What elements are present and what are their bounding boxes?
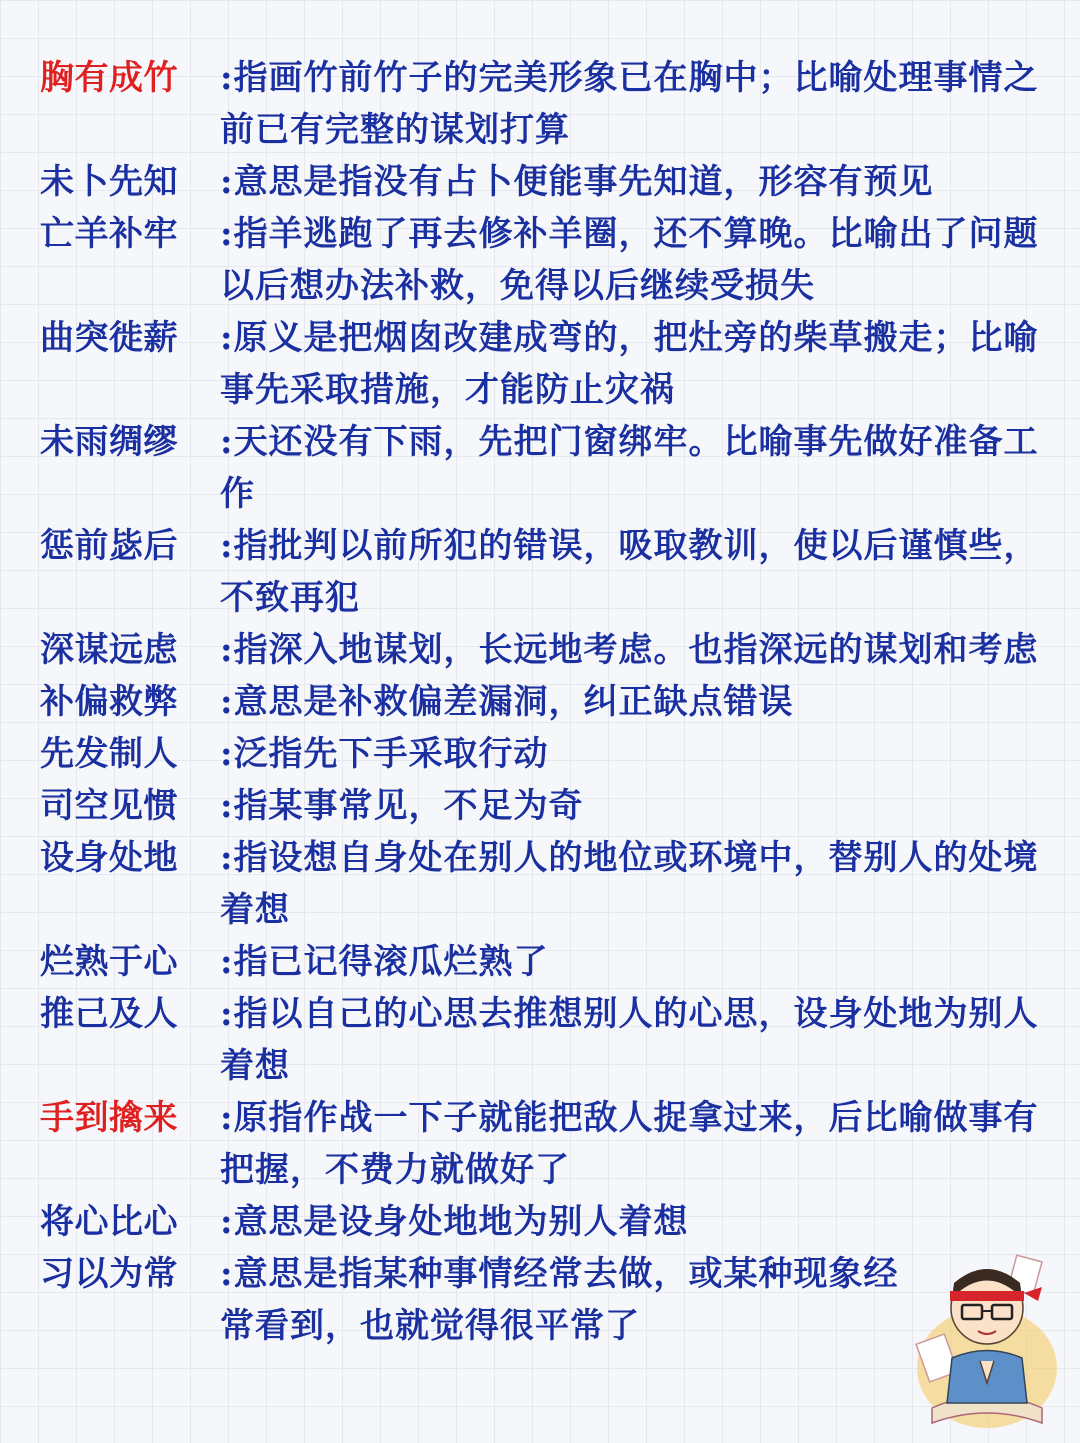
- idiom-definition: [220, 208, 1050, 312]
- separator: :: [220, 994, 234, 1034]
- idiom-definition: [220, 156, 1050, 208]
- idiom-definition: [220, 728, 1050, 780]
- idiom-term: 惩前毖后: [40, 526, 178, 566]
- idiom-definition: [220, 312, 1050, 416]
- idiom-term: 亡羊补牢: [40, 214, 178, 254]
- definition-text: 意思是指某种事情经常去做，或某种现象经常看到，也就觉得很平常了: [220, 1254, 899, 1346]
- idiom-entry: [40, 1248, 1050, 1352]
- idiom-entry: [40, 624, 1050, 676]
- separator: :: [220, 318, 234, 358]
- idiom-term: 烂熟于心: [40, 942, 178, 982]
- idiom-definition: [220, 936, 1050, 988]
- idiom-definition: [220, 52, 1050, 156]
- idiom-term: 未雨绸缪: [40, 422, 178, 462]
- definition-text: 原指作战一下子就能把敌人捉拿过来，后比喻做事有把握，不费力就做好了: [220, 1098, 1039, 1190]
- idiom-list: [40, 52, 1050, 1352]
- student-mascot-icon: [912, 1243, 1062, 1433]
- idiom-entry: [40, 520, 1050, 624]
- separator: :: [220, 422, 234, 462]
- definition-text: 指批判以前所犯的错误，吸取教训，使以后谨慎些，不致再犯: [220, 526, 1039, 618]
- idiom-definition: [220, 624, 1050, 676]
- idiom-definition: [220, 832, 1050, 936]
- separator: :: [220, 214, 234, 254]
- separator: :: [220, 942, 234, 982]
- idiom-entry: [40, 208, 1050, 312]
- definition-text: 指某事常见，不足为奇: [233, 786, 584, 826]
- separator: :: [220, 1098, 234, 1138]
- idiom-term: 补偏救弊: [40, 682, 178, 722]
- idiom-entry: [40, 416, 1050, 520]
- separator: :: [220, 162, 234, 202]
- separator: :: [220, 1254, 234, 1294]
- separator: :: [220, 630, 234, 670]
- definition-text: 指已记得滚瓜烂熟了: [233, 942, 549, 982]
- idiom-term: 司空见惯: [40, 786, 178, 826]
- idiom-definition: [220, 1092, 1050, 1196]
- definition-text: 指画竹前竹子的完美形象已在胸中；比喻处理事情之前已有完整的谋划打算: [220, 58, 1039, 150]
- definition-text: 指设想自身处在别人的地位或环境中，替别人的处境着想: [220, 838, 1039, 930]
- separator: :: [220, 1202, 234, 1242]
- idiom-term: 未卜先知: [40, 162, 178, 202]
- idiom-term: 深谋远虑: [40, 630, 178, 670]
- definition-text: 指羊逃跑了再去修补羊圈，还不算晚。比喻出了问题以后想办法补救，免得以后继续受损失: [220, 214, 1039, 306]
- idiom-term: 胸有成竹: [40, 58, 178, 98]
- idiom-definition: [220, 780, 1050, 832]
- idiom-term: 设身处地: [40, 838, 178, 878]
- idiom-entry: [40, 780, 1050, 832]
- idiom-entry: [40, 676, 1050, 728]
- idiom-entry: [40, 728, 1050, 780]
- idiom-entry: [40, 1092, 1050, 1196]
- separator: :: [220, 838, 234, 878]
- idiom-definition: [220, 676, 1050, 728]
- definition-text: 意思是指没有占卜便能事先知道，形容有预见: [233, 162, 934, 202]
- idiom-entry: [40, 156, 1050, 208]
- separator: :: [220, 734, 234, 774]
- separator: :: [220, 682, 234, 722]
- definition-text: 指深入地谋划，长远地考虑。也指深远的谋划和考虑: [233, 630, 1039, 670]
- definition-text: 指以自己的心思去推想别人的心思，设身处地为别人着想: [220, 994, 1039, 1086]
- idiom-entry: [40, 936, 1050, 988]
- idiom-definition: [220, 1196, 1050, 1248]
- idiom-entry: [40, 312, 1050, 416]
- idiom-definition: [220, 416, 1050, 520]
- idiom-term: 曲突徙薪: [40, 318, 178, 358]
- idiom-term: 推己及人: [40, 994, 178, 1034]
- idiom-term: 将心比心: [40, 1202, 178, 1242]
- definition-text: 原义是把烟囱改建成弯的，把灶旁的柴草搬走；比喻事先采取措施，才能防止灾祸: [220, 318, 1039, 410]
- idiom-entry: [40, 988, 1050, 1092]
- idiom-definition: [220, 520, 1050, 624]
- idiom-entry: [40, 832, 1050, 936]
- definition-text: 意思是补救偏差漏洞，纠正缺点错误: [233, 682, 794, 722]
- separator: :: [220, 58, 234, 98]
- definition-text: 天还没有下雨，先把门窗绑牢。比喻事先做好准备工作: [220, 422, 1039, 514]
- idiom-entry: [40, 52, 1050, 156]
- separator: :: [220, 526, 234, 566]
- idiom-term: 手到擒来: [40, 1098, 178, 1138]
- definition-text: 泛指先下手采取行动: [233, 734, 549, 774]
- idiom-term: 习以为常: [40, 1254, 178, 1294]
- idiom-entry: [40, 1196, 1050, 1248]
- idiom-term: 先发制人: [40, 734, 178, 774]
- definition-text: 意思是设身处地地为别人着想: [233, 1202, 689, 1242]
- idiom-definition: [220, 988, 1050, 1092]
- separator: :: [220, 786, 234, 826]
